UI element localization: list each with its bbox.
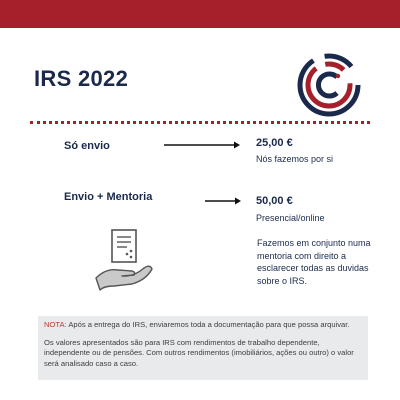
top-bar [0, 0, 400, 28]
price-send-only: 25,00 € [256, 137, 293, 149]
note-label: NOTA: [44, 320, 67, 329]
hand-document-icon [92, 226, 160, 294]
note-paragraph-1 [44, 320, 362, 331]
offer-label-send-mentoring: Envio + Mentoria [64, 191, 153, 203]
note-paragraph-2: Os valores apresentados são para IRS com rendimentos de trabalho dependente, independente ou de pensões. Com outros rendimentos (imobiliários, ações ou outro) o valor será analisado caso a caso. [44, 337, 354, 368]
page-title: IRS 2022 [34, 66, 129, 91]
arrow-right-icon [164, 140, 240, 150]
note-box [38, 316, 368, 380]
detail-send-only: Nós fazemos por si [256, 154, 334, 164]
brand-logo-icon [296, 52, 362, 118]
detail-send-mentoring: Presencial/online [256, 213, 325, 223]
note-text: Após a entrega do IRS, enviaremos toda a documentação para que possa arquivar. [66, 320, 350, 329]
arrow-right-icon [205, 196, 241, 206]
price-send-mentoring: 50,00 € [256, 195, 293, 207]
offer-label-send-only: Só envio [64, 140, 110, 152]
section-divider [30, 121, 370, 124]
mentoring-description: Fazemos em conjunto numa mentoria com direito a esclarecer todas as duvidas sobre o IRS. [257, 238, 371, 286]
